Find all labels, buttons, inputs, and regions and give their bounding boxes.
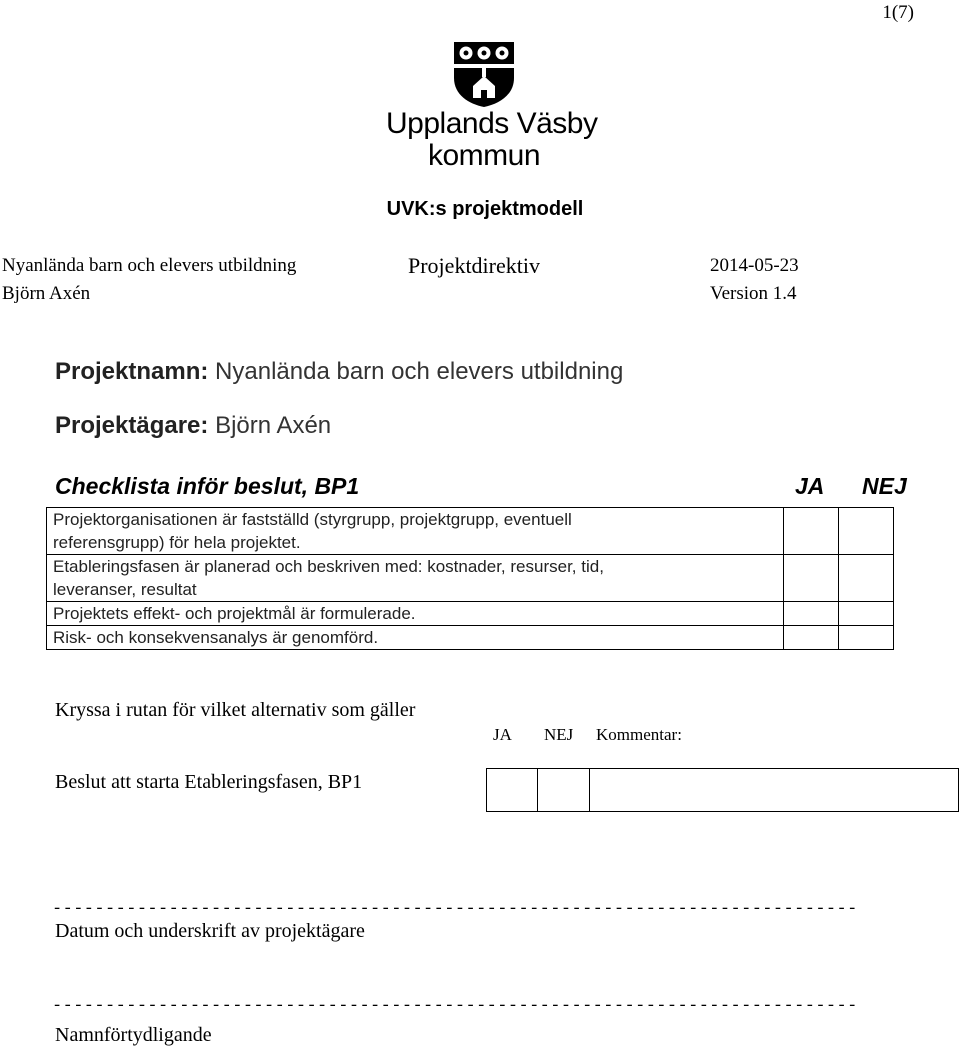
checklist-row [47, 508, 894, 555]
checklist-yes-checkbox[interactable] [784, 508, 839, 555]
checklist-item-text [47, 555, 784, 602]
decision-label: Beslut att starta Etableringsfasen, BP1 [55, 771, 363, 793]
project-owner-label: Projektägare: [55, 412, 209, 439]
project-owner-row [55, 412, 331, 440]
checklist-title: Checklista inför beslut, BP1 [55, 473, 360, 499]
checklist-row [47, 555, 894, 602]
model-title: UVK:s projektmodell [386, 198, 584, 220]
checklist-no-checkbox[interactable] [839, 508, 894, 555]
checklist-item-line: leveranser, resultat [53, 580, 197, 599]
page-number: 1(7) [882, 2, 914, 23]
header-doc-type: Projektdirektiv [408, 253, 540, 278]
checklist-yes-checkbox[interactable] [784, 602, 839, 626]
checklist-item-line: referensgrupp) för hela projektet. [53, 533, 301, 552]
decision-comment-field[interactable] [590, 769, 958, 811]
project-name-label: Projektnamn: [55, 358, 209, 385]
checklist-item-text [47, 508, 784, 555]
header-project-short: Nyanlända barn och elevers utbildning [2, 255, 297, 276]
header-date: 2014-05-23 [710, 255, 799, 276]
logo [386, 40, 598, 172]
checklist-no-checkbox[interactable] [839, 555, 894, 602]
decision-no-checkbox[interactable] [538, 769, 590, 811]
decision-yes-checkbox[interactable] [487, 769, 538, 811]
decision-col-yes: JA [493, 725, 512, 744]
name-line: ---------------------------------------------------------------------------- [52, 997, 858, 1016]
checklist-yes-checkbox[interactable] [784, 626, 839, 650]
checklist-item-text: Risk- och konsekvensanalys är genomförd. [47, 626, 784, 650]
checklist-col-no: NEJ [862, 473, 907, 499]
project-name-value: Nyanlända barn och elevers utbildning [215, 358, 624, 385]
municipality-coat-of-arms-icon [451, 40, 517, 108]
checklist-col-yes: JA [795, 473, 825, 499]
signature-line: ---------------------------------------------------------------------------- [52, 900, 858, 919]
checklist-item-line: Projektorganisationen är fastställd (styrgrupp, projektgrupp, eventuell [53, 510, 572, 529]
checklist-yes-checkbox[interactable] [784, 555, 839, 602]
project-owner-value: Björn Axén [215, 412, 332, 439]
date-signature-label: Datum och underskrift av projektägare [55, 920, 365, 942]
checklist-item-text: Projektets effekt- och projektmål är formulerade. [47, 602, 784, 626]
checklist-no-checkbox[interactable] [839, 602, 894, 626]
checklist-table [46, 507, 894, 650]
logo-wordmark [386, 107, 598, 172]
decision-col-no: NEJ [544, 725, 574, 744]
checklist-no-checkbox[interactable] [839, 626, 894, 650]
checklist-item-line: Etableringsfasen är planerad och beskriven med: kostnader, resurser, tid, [53, 557, 604, 576]
decision-col-comment: Kommentar: [596, 725, 682, 744]
checklist-row [47, 626, 894, 650]
decision-boxes [486, 768, 959, 812]
checklist-row [47, 602, 894, 626]
decision-instruction: Kryssa i rutan för vilket alternativ som gäller [55, 699, 416, 721]
header-version: Version 1.4 [710, 283, 797, 304]
header-author: Björn Axén [2, 283, 91, 304]
name-clarification-label: Namnförtydligande [55, 1024, 212, 1046]
project-name-row [55, 358, 623, 386]
logo-line2: kommun [427, 139, 541, 172]
logo-line1: Upplands Väsby [386, 107, 598, 140]
